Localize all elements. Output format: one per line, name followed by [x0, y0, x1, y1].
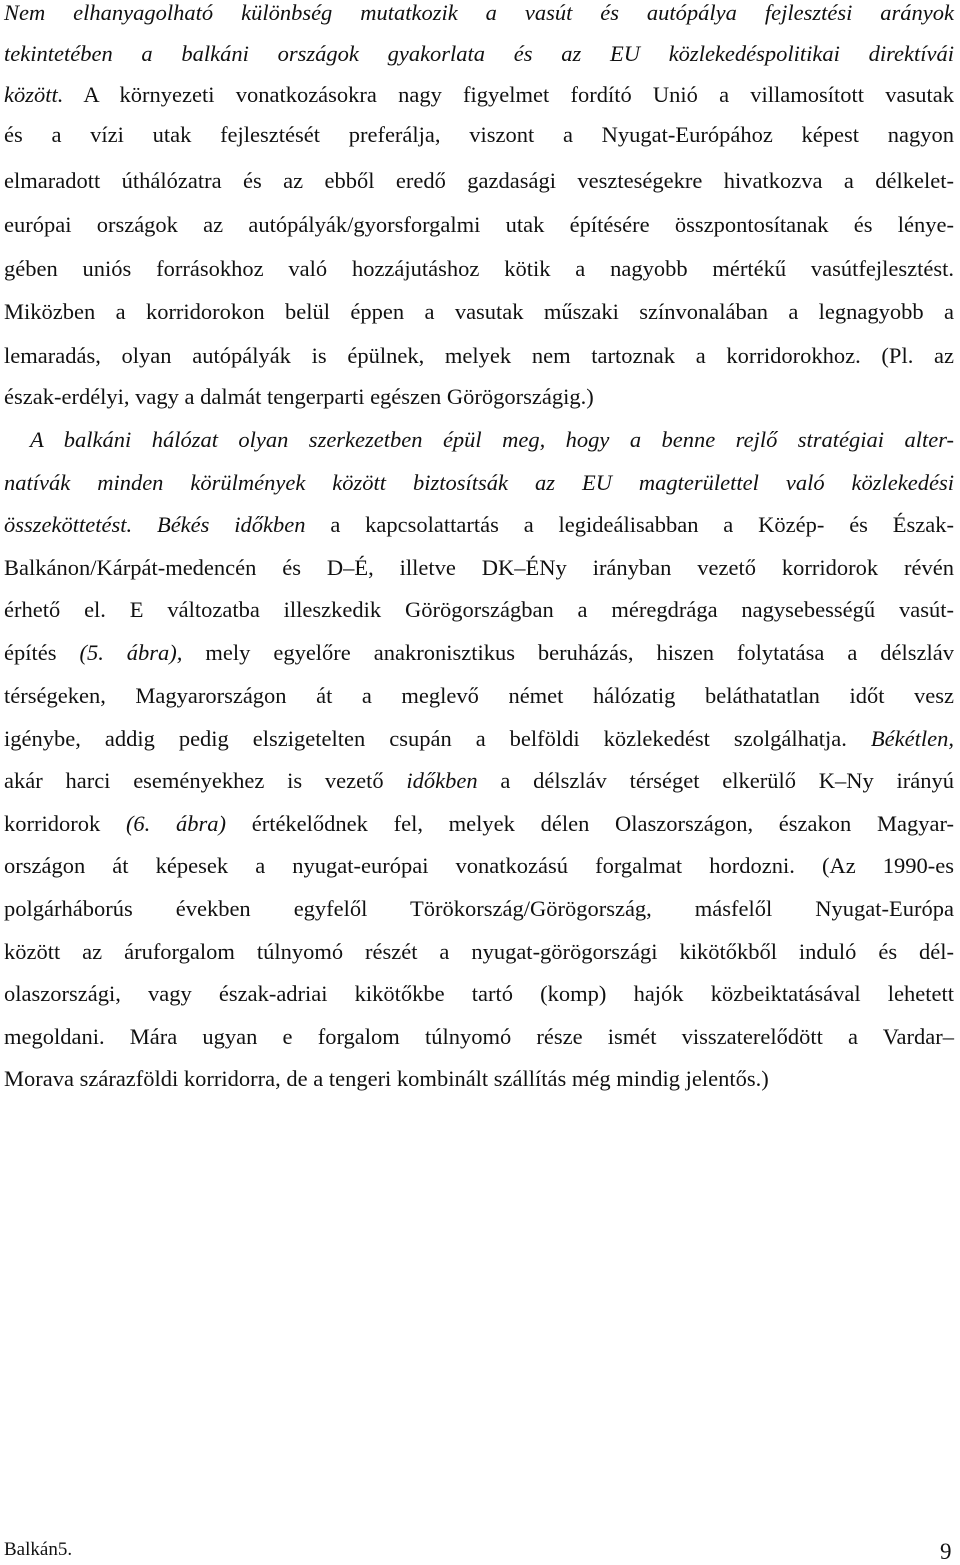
text-segment: polgárháborús években egyfelől Törökország/Görögország, másfelől Nyugat-Európa — [4, 896, 954, 921]
text-line — [4, 939, 954, 965]
text-segment: olaszországi, vagy észak-adriai kikötőkbe tartó (komp) hajók közbeiktatásával lehetett — [4, 981, 954, 1006]
text-segment — [132, 512, 157, 537]
text-segment: gében uniós forrásokhoz való hozzájutáshoz kötik a nagyobb mértékű vasútfejlesztést. — [4, 256, 954, 281]
text-line — [4, 981, 954, 1007]
text-segment: időkben — [406, 768, 478, 793]
text-line — [4, 555, 954, 581]
text-line — [4, 768, 954, 794]
text-line — [4, 640, 954, 666]
text-line — [4, 512, 954, 538]
text-line — [30, 427, 954, 453]
text-line — [4, 212, 954, 238]
text-segment: elmaradott úthálózatra és az ebből eredő gazdasági veszteségekre hivatkozva a délkelet- — [4, 168, 954, 193]
text-segment: Miközben a korridorokon belül éppen a vasutak műszaki színvonalában a legnagyobb a — [4, 299, 954, 324]
text-line — [4, 82, 954, 108]
text-segment: a kapcsolattartás a legideálisabban a Közép- és Észak- — [305, 512, 954, 537]
text-segment: A balkáni hálózat olyan szerkezetben épül meg, hogy a benne rejlő stratégiai alter- — [30, 427, 954, 452]
text-line — [4, 256, 954, 282]
text-segment: a délszláv térséget elkerülő K–Ny irányú — [477, 768, 954, 793]
text-segment: Morava szárazföldi korridorra, de a tengeri kombinált szállítás még mindig jelentős.) — [4, 1066, 769, 1091]
text-segment: korridorok — [4, 811, 126, 836]
text-line — [4, 470, 954, 496]
text-segment: Békés időkben — [156, 512, 306, 537]
text-segment: akár harci eseményekhez is vezető — [4, 768, 407, 793]
text-segment: natívák minden körülmények között biztosítsák az EU magterülettel való közlekedési — [4, 470, 954, 495]
footer-title: Balkán5. — [4, 1539, 73, 1560]
text-line — [4, 597, 954, 623]
text-line — [4, 122, 954, 148]
text-line — [4, 299, 954, 325]
text-line — [4, 384, 954, 410]
text-segment: építés — [4, 640, 80, 665]
text-line — [4, 811, 954, 837]
text-segment: mely egyelőre anakronisztikus beruházás, hiszen folytatása a délszláv — [182, 640, 955, 665]
text-segment: között az áruforgalom túlnyomó részét a nyugat-görögországi kikötőkből induló és dél- — [4, 939, 954, 964]
text-line — [4, 343, 954, 369]
text-line — [4, 168, 954, 194]
text-segment: A környezeti vonatkozásokra nagy figyelmet fordító Unió a villamosított vasutak — [63, 82, 954, 107]
text-segment: lemaradás, olyan autópályák is épülnek, melyek nem tartoznak a korridorokhoz. (Pl. az — [4, 343, 954, 368]
text-segment: igénybe, addig pedig elszigetelten csupán a belföldi közlekedést szolgálhatja. — [4, 726, 871, 751]
text-line — [4, 683, 954, 709]
text-segment: és a vízi utak fejlesztését preferálja, viszont a Nyugat-Európához képest nagyon — [4, 122, 954, 147]
text-segment: észak-erdélyi, vagy a dalmát tengerparti egészen Görögországig.) — [4, 384, 594, 409]
text-line — [4, 0, 954, 26]
text-segment: európai országok az autópályák/gyorsforgalmi utak építésére összpontosítanak és lénye- — [4, 212, 954, 237]
text-line — [4, 1066, 954, 1092]
text-line — [4, 853, 954, 879]
text-segment: tekintetében a balkáni országok gyakorlata és az EU közlekedéspolitikai direktívái — [4, 41, 954, 66]
text-segment: Nem elhanyagolható különbség mutatkozik a vasút és autópálya fejlesztési arányok — [4, 0, 954, 25]
page-number: 9 — [940, 1539, 952, 1564]
text-segment: értékelődnek fel, melyek délen Olaszországon, északon Magyar- — [226, 811, 954, 836]
text-segment: érhető el. E változatba illeszkedik Görögországban a méregdrága nagysebességű vasút- — [4, 597, 954, 622]
text-line — [4, 41, 954, 67]
text-segment: (5. ábra), — [79, 640, 183, 665]
text-line — [4, 896, 954, 922]
text-segment: megoldani. Mára ugyan e forgalom túlnyomó része ismét visszaterelődött a Vardar– — [4, 1024, 954, 1049]
text-segment: térségeken, Magyarországon át a meglevő német hálózatig beláthatatlan időt vesz — [4, 683, 954, 708]
text-segment: között. — [4, 82, 64, 107]
text-segment: országon át képesek a nyugat-európai vonatkozású forgalmat hordozni. (Az 1990-es — [4, 853, 954, 878]
text-line — [4, 1024, 954, 1050]
text-line — [4, 726, 954, 752]
text-segment: összeköttetést. — [4, 512, 133, 537]
text-segment: Békétlen, — [870, 726, 954, 751]
text-segment: Balkánon/Kárpát-medencén és D–É, illetve DK–ÉNy irányban vezető korridorok révén — [4, 555, 954, 580]
text-segment: (6. ábra) — [125, 811, 227, 836]
